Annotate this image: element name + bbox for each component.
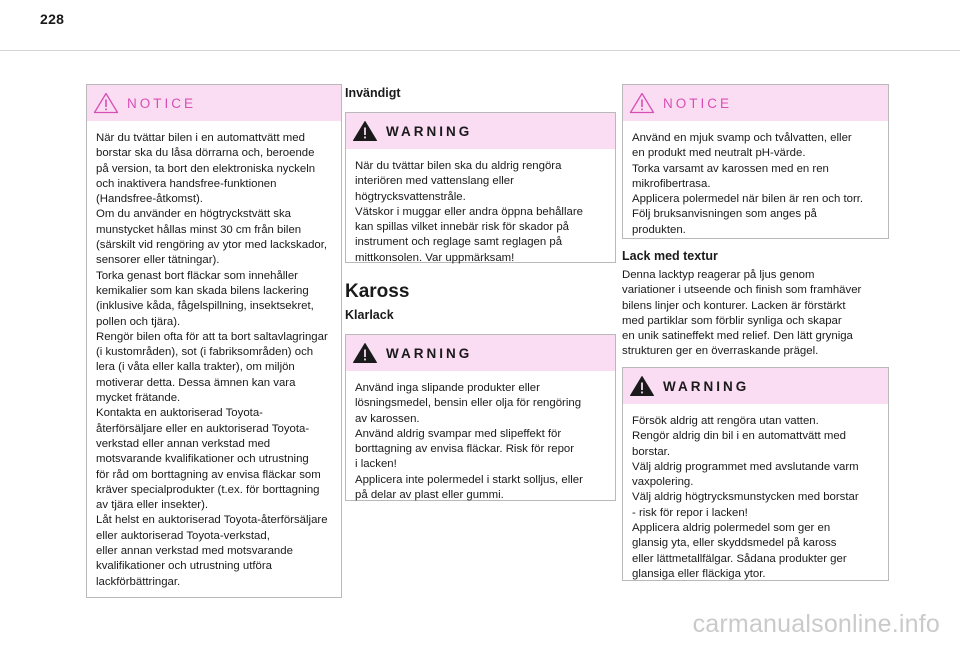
heading-interior: Invändigt bbox=[345, 86, 401, 100]
warning-header bbox=[623, 368, 888, 404]
notice-text: Använd en mjuk svamp och tvålvatten, eller en produkt med neutralt pH-värde. Torka varsamt av karossen med en ren mikrofibertrasa. Applicera polermedel när bilen är ren och torr. Följ bruksanvisningen som anges på produkten. bbox=[632, 132, 864, 236]
warning-body bbox=[346, 371, 615, 503]
notice-triangle-icon bbox=[629, 92, 655, 114]
page-number: 228 bbox=[40, 11, 65, 27]
warning-label: WARNING bbox=[663, 378, 750, 394]
notice-label: NOTICE bbox=[127, 95, 197, 111]
notice-triangle-icon bbox=[93, 92, 119, 114]
header-divider bbox=[0, 50, 960, 51]
watermark: carmanualsonline.info bbox=[692, 610, 940, 638]
warning-triangle-icon bbox=[629, 375, 655, 397]
section-title-body: Kaross bbox=[345, 281, 410, 302]
notice-box-care bbox=[622, 84, 889, 239]
warning-label: WARNING bbox=[386, 345, 473, 361]
warning-text: Använd inga slipande produkter eller lösningsmedel, bensin eller olja för rengöring av karossen. Använd aldrig svampar med slipeffekt för borttagning av envisa fläckar. Risk för repor i lacken! Applicera inte polermedel i starkt solljus, eller på delar av plast eller gummi. bbox=[355, 382, 583, 502]
warning-triangle-icon bbox=[352, 120, 378, 142]
notice-header bbox=[623, 85, 888, 121]
textured-paint-paragraph: Denna lacktyp reagerar på ljus genom variationer i utseende och finish som framhäver bilens linjer och konturer. Lacken är förstärkt med partiklar som förblir synliga och skapar en unik satineffekt med relief. Den lätt gryniga strukturen ger en överraskande prägel. bbox=[622, 269, 862, 358]
notice-box-car-wash bbox=[86, 84, 342, 598]
warning-body bbox=[346, 149, 615, 266]
notice-label: NOTICE bbox=[663, 95, 733, 111]
notice-text: När du tvättar bilen i en automattvätt med borstar ska du låsa dörrarna och, beroende på version, ta bort den elektroniska nyckeln och inaktivera handsfree-funktionen (Handsfree-åtkomst). Om du använder en högtryckstvätt ska munstycket hållas minst 30 cm från bilen (särskilt vid rengöring av ytor med lackskador, sensorer eller tätningar). Torka genast bort fläckar som innehåller kemikalier som kan skada bilens lackering (inklusive kåda, fågelspillning, insektsekret, pollen och tjära). Rengör bilen ofta för att ta bort saltavlagringar (i kustområden), sot (i fabriksområden) och lera (i våta eller kalla trakter), om miljön motiverar detta. Dessa ämnen kan vara mycket frätande. Kontakta en auktoriserad Toyota- återförsäljare eller en auktoriserad Toyota- verkstad eller annan verkstad med motsvarande kvalifikationer och utrustning för råd om borttagning av envisa fläckar som kräver specialprodukter (t.ex. för borttagning av tjära eller insekter). Låt helst en auktoriserad Toyota-återförsäljare eller auktoriserad Toyota-verkstad, eller annan verkstad med motsvarande kvalifikationer och utrustning utföra lackförbättringar. bbox=[96, 132, 328, 588]
warning-triangle-icon bbox=[352, 342, 378, 364]
heading-textured-paint: Lack med textur bbox=[622, 249, 718, 263]
warning-box-clear-coat bbox=[345, 334, 616, 501]
warning-text: När du tvättar bilen ska du aldrig rengöra interiören med vattenslang eller högtrycksvattenstråle. Vätskor i muggar eller andra öppna behållare kan spillas vilket innebär risk för skador på instrument och reglage samt reglagen på mittkonsolen. Var uppmärksam! bbox=[355, 160, 583, 264]
warning-header bbox=[346, 113, 615, 149]
warning-box-interior bbox=[345, 112, 616, 263]
warning-header bbox=[346, 335, 615, 371]
warning-label: WARNING bbox=[386, 123, 473, 139]
notice-header bbox=[87, 85, 341, 121]
notice-body bbox=[623, 121, 888, 238]
heading-clear-coat: Klarlack bbox=[345, 308, 394, 322]
notice-body bbox=[87, 121, 341, 590]
warning-text: Försök aldrig att rengöra utan vatten. Rengör aldrig din bil i en automattvätt med borstar. Välj aldrig programmet med avslutande varm vaxpolering. Välj aldrig högtrycksmunstycken med borstar - risk för repor i lacken! Applicera aldrig polermedel som ger en glansig yta, eller skyddsmedel på kaross eller lättmetallfälgar. Sådana produkter ger glansiga eller fläckiga ytor. bbox=[632, 415, 859, 580]
warning-box-cleaning bbox=[622, 367, 889, 581]
warning-body bbox=[623, 404, 888, 582]
